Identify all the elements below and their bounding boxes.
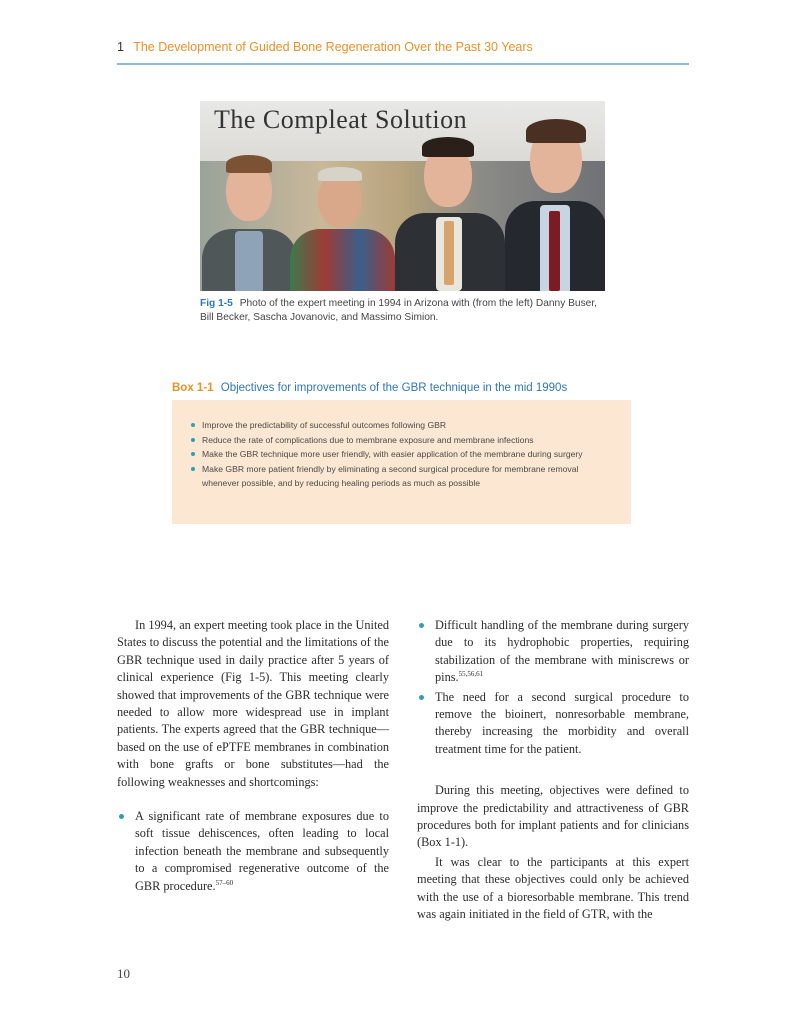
list-item [417,689,689,759]
body-paragraph: In 1994, an expert meeting took place in the United States to discuss the potential and the limitations of the GBR technique used in daily practice after 5 years of clinical experience (Fig 1-5). This meeting clearly showed that improvements of the GBR technique were needed to allow more widespread use in implant patients. The experts agreed that the GBR technique—based on the use of ePTFE membranes in combination with bone grafts or bone substitutes—had the following weaknesses and shortcomings: [117,618,389,789]
reference-superscript: 55,56,61 [458,670,484,679]
list-item-text: Improve the predictability of successful outcomes following GBR [202,420,447,430]
objectives-box [172,400,631,524]
list-item-text: The need for a second surgical procedure to remove the bioinert, nonresorbable membrane, thereby increasing the morbidity and overall treatment time for the patient. [435,689,689,756]
chapter-number: 1 [117,40,124,54]
list-item [190,418,610,433]
chapter-title: The Development of Guided Bone Regeneration Over the Past 30 Years [133,40,533,54]
bullet-icon [119,814,124,819]
bullet-icon [191,452,195,456]
list-item-text: A significant rate of membrane exposures due to soft tissue dehiscences, often leading to local infection beneath the membrane and subsequently to a compromised regenerative outcome of the GBR procedure. [135,809,389,893]
page-number: 10 [117,966,130,981]
figure-caption [200,297,608,325]
bullet-icon [191,438,195,442]
bullet-icon [419,695,424,700]
weakness-list-continued [417,617,689,758]
left-column [117,617,389,895]
bullet-icon [191,423,195,427]
list-item-text: Make the GBR technique more user friendly, with easier application of the membrane during surgery [202,449,583,460]
figure-caption-text: Photo of the expert meeting in 1994 in Arizona with (from the left) Danny Buser, Bill Becker, Sascha Jovanovic, and Massimo Simion. [200,298,598,323]
figure-label: Fig 1-5 [200,298,233,309]
header-rule [117,63,689,65]
list-item [190,433,610,448]
list-item [417,617,689,687]
box-title: Objectives for improvements of the GBR technique in the mid 1990s [220,382,568,394]
list-item [117,808,389,895]
running-header [117,40,689,54]
list-item-text: Difficult handling of the membrane during surgery due to its hydrophobic properties, requiring stabilization of the membrane with miniscrews or pins. [435,618,689,685]
reference-superscript: 57–60 [215,878,234,887]
body-paragraph: During this meeting, objectives were defined to improve the predictability and attractiveness of GBR procedures both for implant patients and for clinicians (Box 1-1). [417,783,689,850]
photo-banner-text: The Compleat Solution [214,105,468,134]
list-item-text: Reduce the rate of complications due to membrane exposure and membrane infections [202,434,534,445]
bullet-icon [191,467,195,471]
objectives-list [172,400,610,491]
box-label: Box 1-1 [172,382,214,394]
body-paragraph: It was clear to the participants at this expert meeting that these objectives could only be achieved with the use of a bioresorbable membrane. This trend was again initiated in the field of GTR, with the [417,854,689,922]
figure-photo [200,101,605,291]
list-item-text: Make GBR more patient friendly by eliminating a second surgical procedure for membrane removal whenever possible, and by reducing healing periods as much as possible [202,463,579,489]
weakness-list [117,808,389,895]
box-heading [172,382,632,394]
right-column [417,617,689,924]
list-item [190,462,610,491]
list-item [190,447,610,462]
bullet-icon [419,623,424,628]
